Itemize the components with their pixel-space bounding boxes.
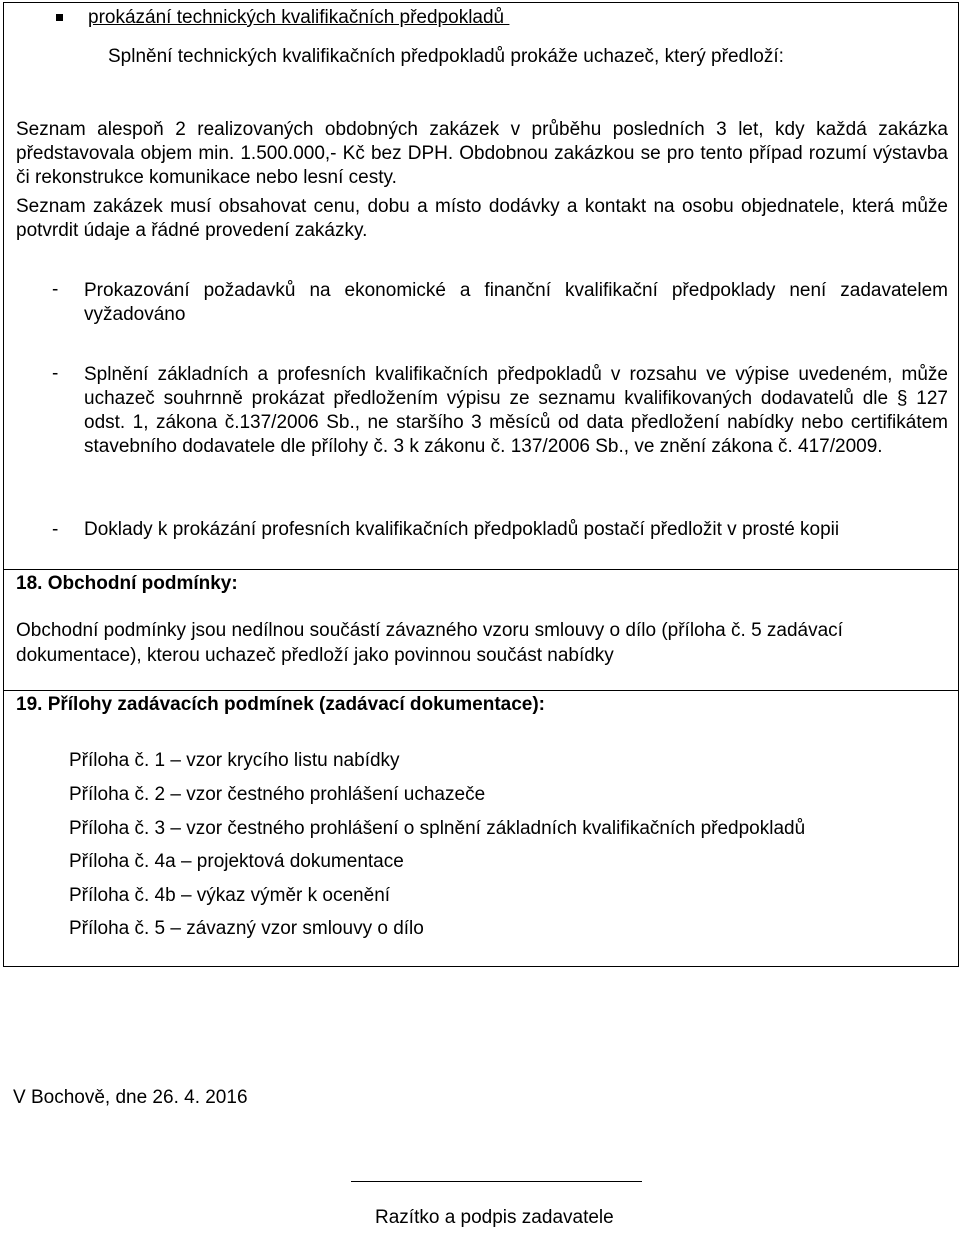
business-terms-cell xyxy=(4,570,958,691)
attachment-item: Příloha č. 4b – výkaz výměr k ocenění xyxy=(69,885,391,906)
attachment-item: Příloha č. 2 – vzor čestného prohlášení uchazeče xyxy=(69,784,486,805)
signature-line xyxy=(351,1181,642,1182)
reference-list-paragraph: Seznam alespoň 2 realizovaných obdobných zakázek v průběhu posledních 3 let, kdy každá zakázka představovala objem min. 1.500.000,- Kč bez DPH. Obdobnou zakázkou se pro tento případ rozumí výstavba či rekonstrukce komunikace nebo lesní cesty. xyxy=(16,119,948,188)
technical-qualification-intro: Splnění technických kvalifikačních předpokladů prokáže uchazeč, který předloží: xyxy=(108,46,784,67)
reference-content-paragraph: Seznam zakázek musí obsahovat cenu, dobu a místo dodávky a kontakt na osobu objednatele, která může potvrdit údaje a řádné provedení zakázky. xyxy=(16,196,948,241)
attachment-item: Příloha č. 5 – závazný vzor smlouvy o dílo xyxy=(69,918,424,939)
dash-item-copies: Doklady k prokázání profesních kvalifikačních předpokladů postačí předložit v prosté kopii xyxy=(84,519,840,540)
attachments-cell xyxy=(4,691,958,967)
document-table xyxy=(3,2,959,967)
dash-marker: - xyxy=(52,279,59,300)
signature-label: Razítko a podpis zadavatele xyxy=(375,1207,614,1228)
technical-qualification-cell xyxy=(4,3,958,570)
business-terms-heading: 18. Obchodní podmínky: xyxy=(16,573,238,594)
attachment-item: Příloha č. 4a – projektová dokumentace xyxy=(69,851,404,872)
dash-item-economic: Prokazování požadavků na ekonomické a finanční kvalifikační předpoklady není zadavatelem vyžadováno xyxy=(84,280,948,325)
technical-qualification-heading: prokázání technických kvalifikačních předpokladů xyxy=(88,7,510,28)
attachment-item: Příloha č. 1 – vzor krycího listu nabídky xyxy=(69,750,400,771)
dash-marker: - xyxy=(52,519,59,540)
dash-marker: - xyxy=(52,363,59,384)
attachments-heading: 19. Přílohy zadávacích podmínek (zadávací dokumentace): xyxy=(16,694,546,715)
square-bullet-icon xyxy=(56,14,63,21)
place-date: V Bochově, dne 26. 4. 2016 xyxy=(13,1087,248,1108)
dash-item-basic-professional: Splnění základních a profesních kvalifikačních předpokladů v rozsahu ve výpise uvedeném, může uchazeč souhrnně prokázat předložením výpisu ze seznamu kvalifikovaných dodavatelů dle § 127 odst. 1, zákona č.137/2006 Sb., ne staršího 3 měsíců od data předložení nabídky nebo certifikátem stavebního dodavatele dle přílohy č. 3 k zákonu č. 137/2006 Sb., ve znění zákona č. 417/2009. xyxy=(84,364,948,457)
attachment-item: Příloha č. 3 – vzor čestného prohlášení o splnění základních kvalifikačních předpokladů xyxy=(69,818,806,839)
business-terms-text: Obchodní podmínky jsou nedílnou součástí závazného vzoru smlouvy o dílo (příloha č. 5 zadávací dokumentace), kterou uchazeč předloží jako povinnou součást nabídky xyxy=(16,620,843,666)
